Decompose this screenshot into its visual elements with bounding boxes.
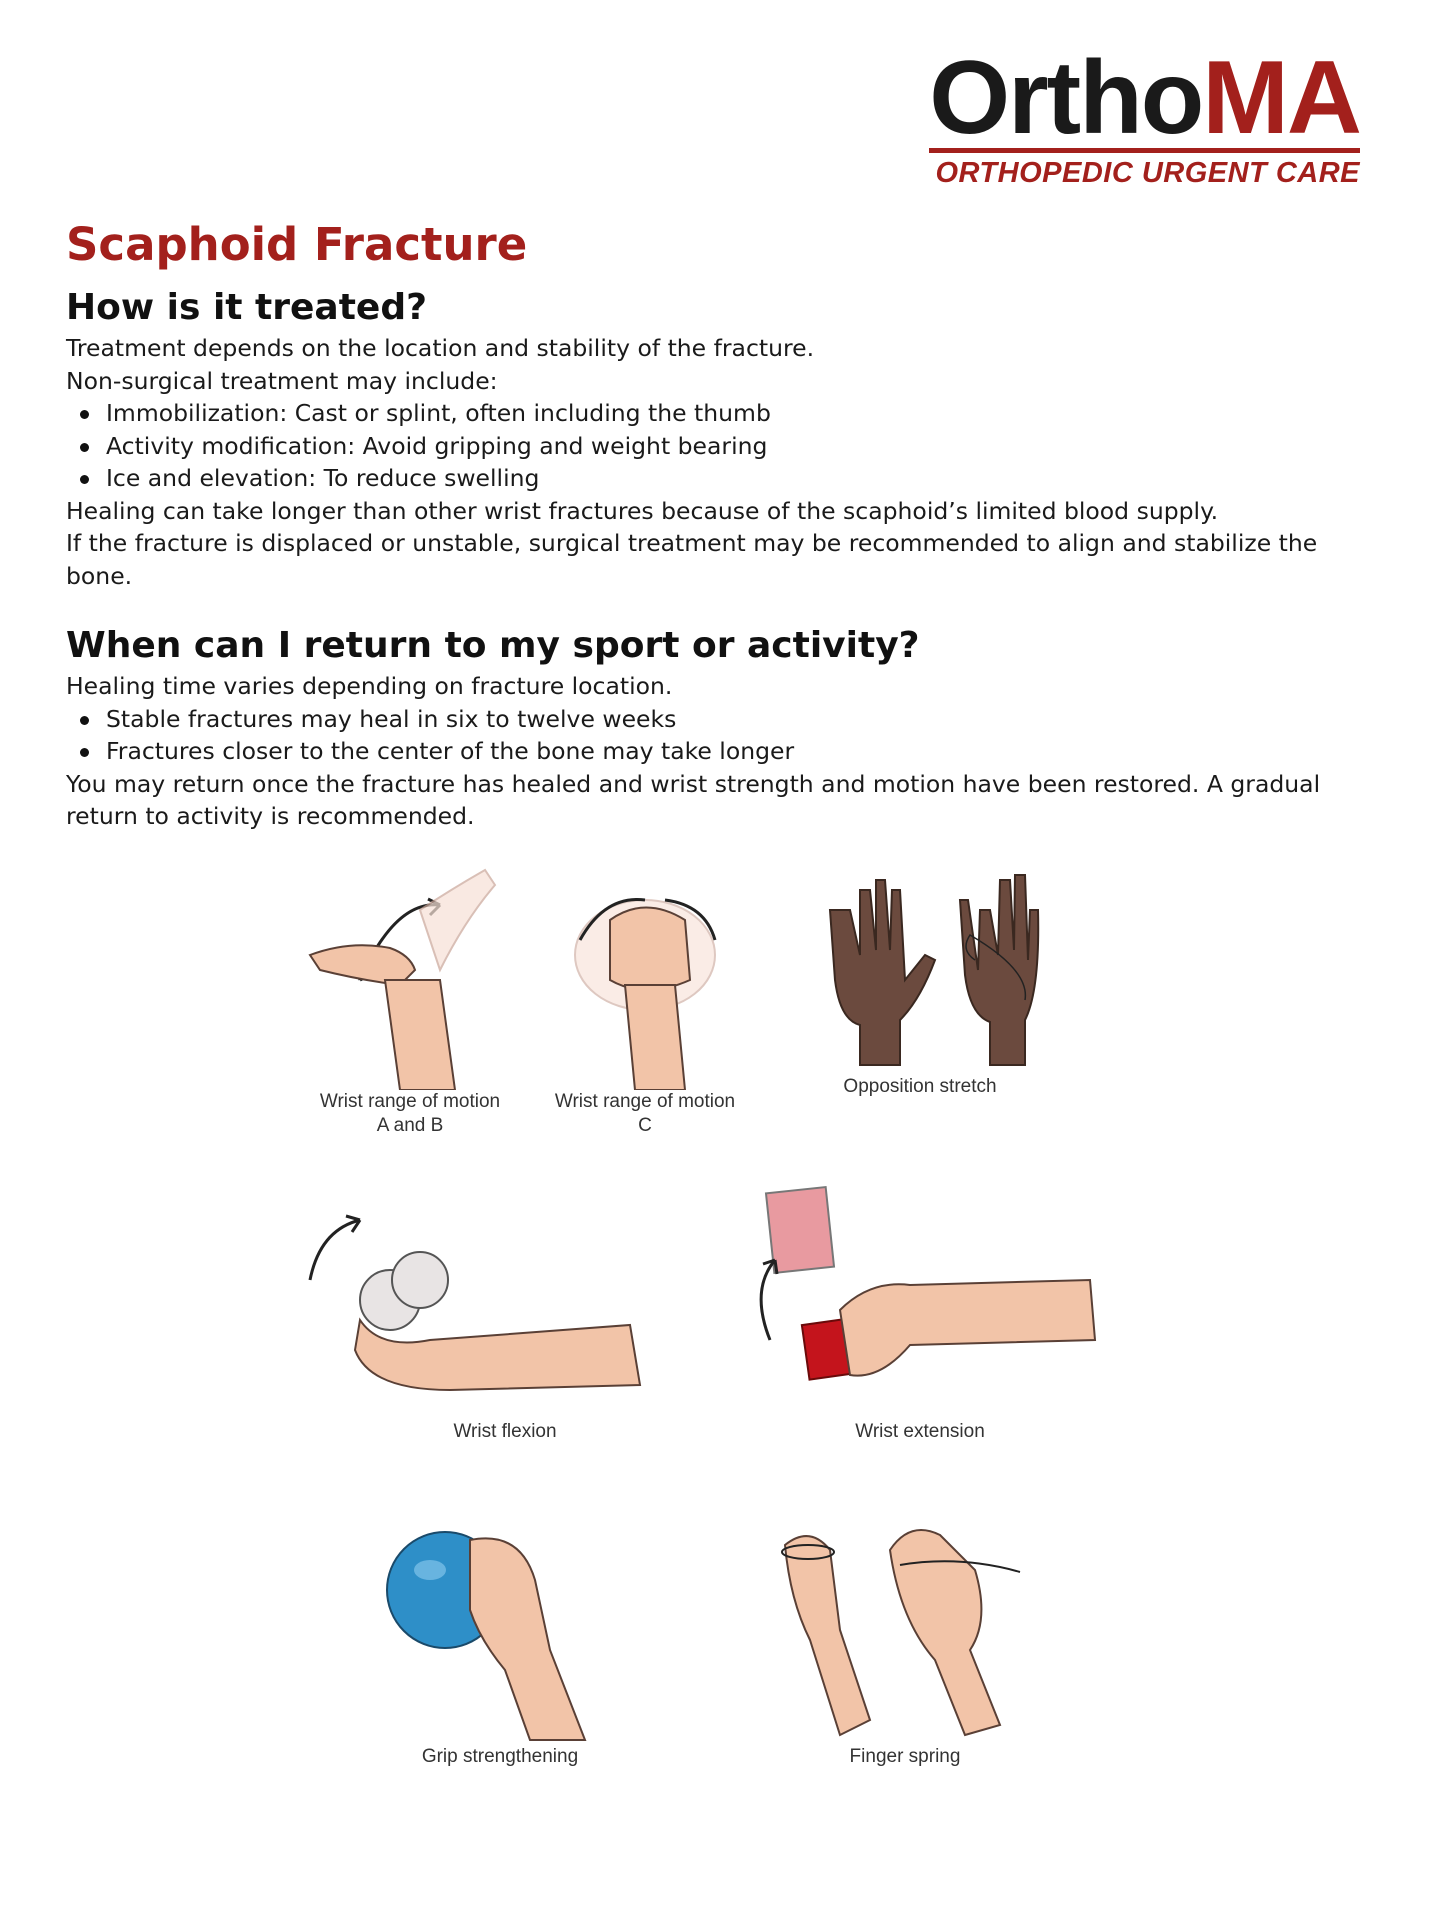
wrist-rom-c-illustration xyxy=(535,860,755,1090)
logo-ortho: Ortho xyxy=(929,40,1203,156)
list-item: Activity modification: Avoid gripping and weight bearing xyxy=(106,430,1386,463)
caption-rom-c-line2: C xyxy=(638,1115,652,1136)
wrist-extension-illustration xyxy=(730,1180,1110,1420)
document-body xyxy=(66,214,1386,833)
treatment-section xyxy=(66,284,1386,592)
list-item: Ice and elevation: To reduce swelling xyxy=(106,462,1386,495)
figure-finger-spring xyxy=(770,1510,1040,1769)
opposition-stretch-illustration xyxy=(800,850,1040,1075)
figure-rom-c xyxy=(535,860,755,1138)
list-item: Stable fractures may heal in six to twelve weeks xyxy=(106,703,1386,736)
caption-opposition: Opposition stretch xyxy=(843,1076,997,1097)
caption-extension: Wrist extension xyxy=(855,1421,985,1442)
return-list xyxy=(66,703,1386,768)
figure-grip xyxy=(370,1510,630,1769)
list-item: Immobilization: Cast or splint, often including the thumb xyxy=(106,397,1386,430)
treatment-lead: Non-surgical treatment may include: xyxy=(66,366,498,395)
caption-flexion: Wrist flexion xyxy=(453,1421,557,1442)
return-intro: Healing time varies depending on fracture location. xyxy=(66,672,673,700)
figure-extension xyxy=(730,1180,1110,1444)
logo-wordmark xyxy=(929,40,1360,156)
figure-flexion xyxy=(300,1190,710,1444)
caption-grip: Grip strengthening xyxy=(421,1746,579,1767)
return-section xyxy=(66,622,1386,833)
wrist-flexion-illustration xyxy=(300,1190,710,1420)
logo-subtitle: ORTHOPEDIC URGENT CARE xyxy=(935,157,1360,189)
treatment-heading: How is it treated? xyxy=(66,287,427,328)
surgery-note: If the fracture is displaced or unstable, surgical treatment may be recommended to align and stabilize the bone. xyxy=(66,529,1318,590)
caption-finger-spring: Finger spring xyxy=(849,1746,961,1767)
treatment-list xyxy=(66,397,1386,495)
healing-note: Healing can take longer than other wrist fractures because of the scaphoid’s limited blood supply. xyxy=(66,496,1219,525)
caption-rom-c-line1: Wrist range of motion xyxy=(554,1091,736,1112)
list-item: Fractures closer to the center of the bone may take longer xyxy=(106,735,1386,768)
figure-opposition xyxy=(800,850,1040,1099)
grip-strengthening-illustration xyxy=(370,1510,630,1745)
orthoma-logo xyxy=(900,40,1360,190)
logo-ma: MA xyxy=(1202,40,1360,156)
figure-rom-ab xyxy=(290,860,530,1138)
caption-rom-ab-line1: Wrist range of motion xyxy=(319,1091,501,1112)
finger-spring-illustration xyxy=(770,1510,1040,1745)
return-outro: You may return once the fracture has healed and wrist strength and motion have been restored. A gradual return to activity is recommended. xyxy=(66,769,1321,830)
return-heading: When can I return to my sport or activity? xyxy=(66,625,920,666)
exercise-illustrations xyxy=(290,860,1110,1780)
treatment-intro: Treatment depends on the location and stability of the fracture. xyxy=(66,334,815,362)
wrist-rom-ab-illustration xyxy=(290,860,530,1090)
page-title: Scaphoid Fracture xyxy=(66,218,528,271)
caption-rom-ab-line2: A and B xyxy=(376,1115,444,1136)
